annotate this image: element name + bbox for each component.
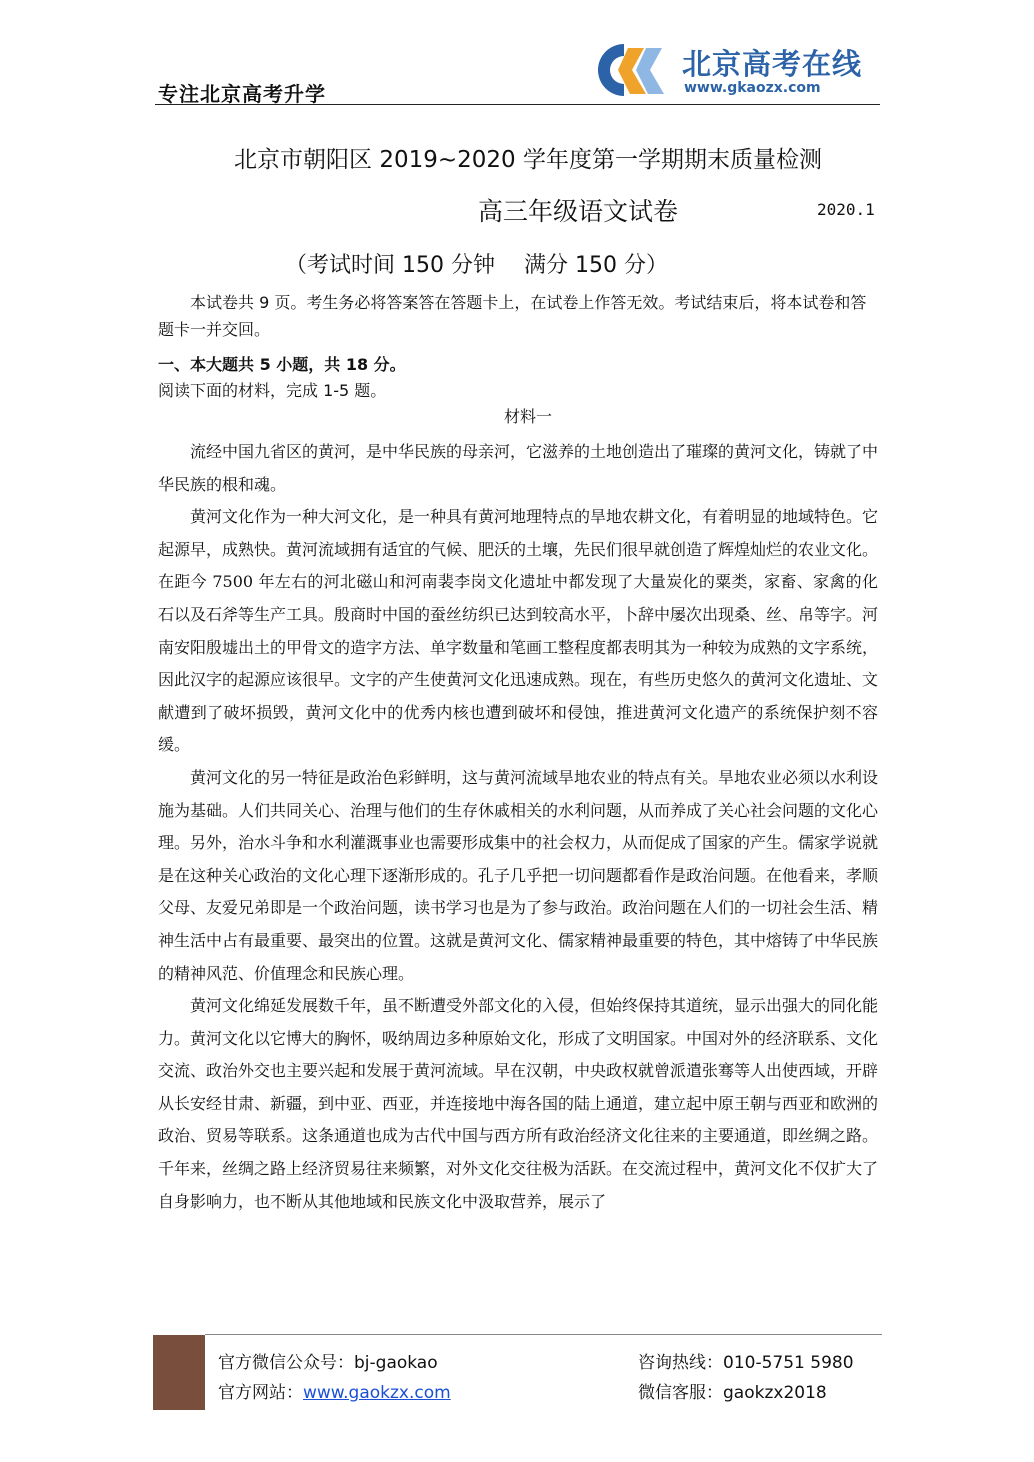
header-rule: [155, 104, 880, 105]
header-tagline: 专注北京高考升学: [158, 82, 326, 106]
footer-wechat: 官方微信公众号：bj-gaokao: [218, 1353, 438, 1373]
section-heading: 一、本大题共 5 小题，共 18 分。: [158, 355, 406, 374]
footer-site-label: 官方网站：: [218, 1383, 303, 1403]
exam-info: （考试时间 150 分钟 满分 150 分）: [285, 253, 668, 278]
footer-service: 微信客服：gaokzx2018: [638, 1383, 827, 1403]
logo-mark-icon: [580, 38, 680, 102]
footer-site: [218, 1378, 451, 1403]
footer-color-block: [153, 1335, 205, 1410]
exam-date: 2020.1: [817, 200, 875, 219]
article-paragraph: 黄河文化作为一种大河文化，是一种具有黄河地理特点的旱地农耕文化，有着明显的地域特色。它起源早，成熟快。黄河流域拥有适宜的气候、肥沃的土壤，先民们很早就创造了辉煌灿烂的农业文化。在距今 7500 年左右的河北磁山和河南裴李岗文化遗址中都发现了大量炭化的粟类，家畜、家禽的化石以及石斧等生产工具。殷商时中国的蚕丝纺织已达到较高水平，卜辞中屡次出现桑、丝、帛等字。河南安阳殷墟出土的甲骨文的造字方法、单字数量和笔画工整程度都表明其为一种较为成熟的文字系统，因此汉字的起源应该很早。文字的产生使黄河文化迅速成熟。现在，有些历史悠久的黄河文化遗址、文献遭到了破坏损毁，黄河文化中的优秀内核也遭到破坏和侵蚀，推进黄河文化遗产的系统保护刻不容缓。: [158, 507, 879, 755]
material-title: 材料一: [503, 407, 552, 426]
footer-hotline: 咨询热线：010-5751 5980: [638, 1353, 854, 1373]
exam-title: 北京市朝阳区 2019~2020 学年度第一学期期末质量检测: [234, 147, 822, 173]
section-instruction: 阅读下面的材料，完成 1-5 题。: [158, 381, 387, 400]
site-logo[interactable]: [580, 38, 880, 102]
footer-rule: [205, 1334, 882, 1335]
article-paragraph: 黄河文化的另一特征是政治色彩鲜明，这与黄河流域旱地农业的特点有关。旱地农业必须以水利设施为基础。人们共同关心、治理与他们的生存休戚相关的水利问题，从而养成了关心社会问题的文化心理。另外，治水斗争和水利灌溉事业也需要形成集中的社会权力，从而促成了国家的产生。儒家学说就是在这种关心政治的文化心理下逐渐形成的。孔子几乎把一切问题都看作是政治问题。在他看来，孝顺父母、友爱兄弟即是一个政治问题，读书学习也是为了参与政治。政治问题在人们的一切社会生活、精神生活中占有最重要、最突出的位置。这就是黄河文化、儒家精神最重要的特色，其中熔铸了中华民族的精神风范、价值理念和民族心理。: [158, 767, 879, 983]
logo-url: www.gkaozx.com: [684, 80, 821, 96]
logo-name: 北京高考在线: [682, 47, 863, 81]
article: [158, 436, 878, 1218]
article-paragraph: 黄河文化绵延发展数千年，虽不断遭受外部文化的入侵，但始终保持其道统，显示出强大的同化能力。黄河文化以它博大的胸怀，吸纳周边多种原始文化，形成了文明国家。中国对外的经济联系、文化交流、政治外交也主要兴起和发展于黄河流域。早在汉朝，中央政权就曾派遣张骞等人出使西域，开辟从长安经甘肃、新疆，到中亚、西亚，并连接地中海各国的陆上通道，建立起中原王朝与西亚和欧洲的政治、贸易等联系。这条通道也成为古代中国与西方所有政治经济文化往来的主要通道，即丝绸之路。千年来，丝绸之路上经济贸易往来频繁，对外文化交往极为活跃。在交流过程中，黄河文化不仅扩大了自身影响力，也不断从其他地域和民族文化中汲取营养，展示了: [158, 996, 879, 1211]
article-paragraph: 流经中国九省区的黄河，是中华民族的母亲河，它滋养的土地创造出了璀璨的黄河文化，铸就了中华民族的根和魂。: [158, 442, 879, 494]
footer-site-link[interactable]: www.gaokzx.com: [303, 1383, 451, 1403]
intro-paragraph: 本试卷共 9 页。考生务必将答案答在答题卡上，在试卷上作答无效。考试结束后，将本试卷和答题卡一并交回。: [158, 293, 867, 339]
exam-subtitle: 高三年级语文试卷: [478, 197, 679, 226]
